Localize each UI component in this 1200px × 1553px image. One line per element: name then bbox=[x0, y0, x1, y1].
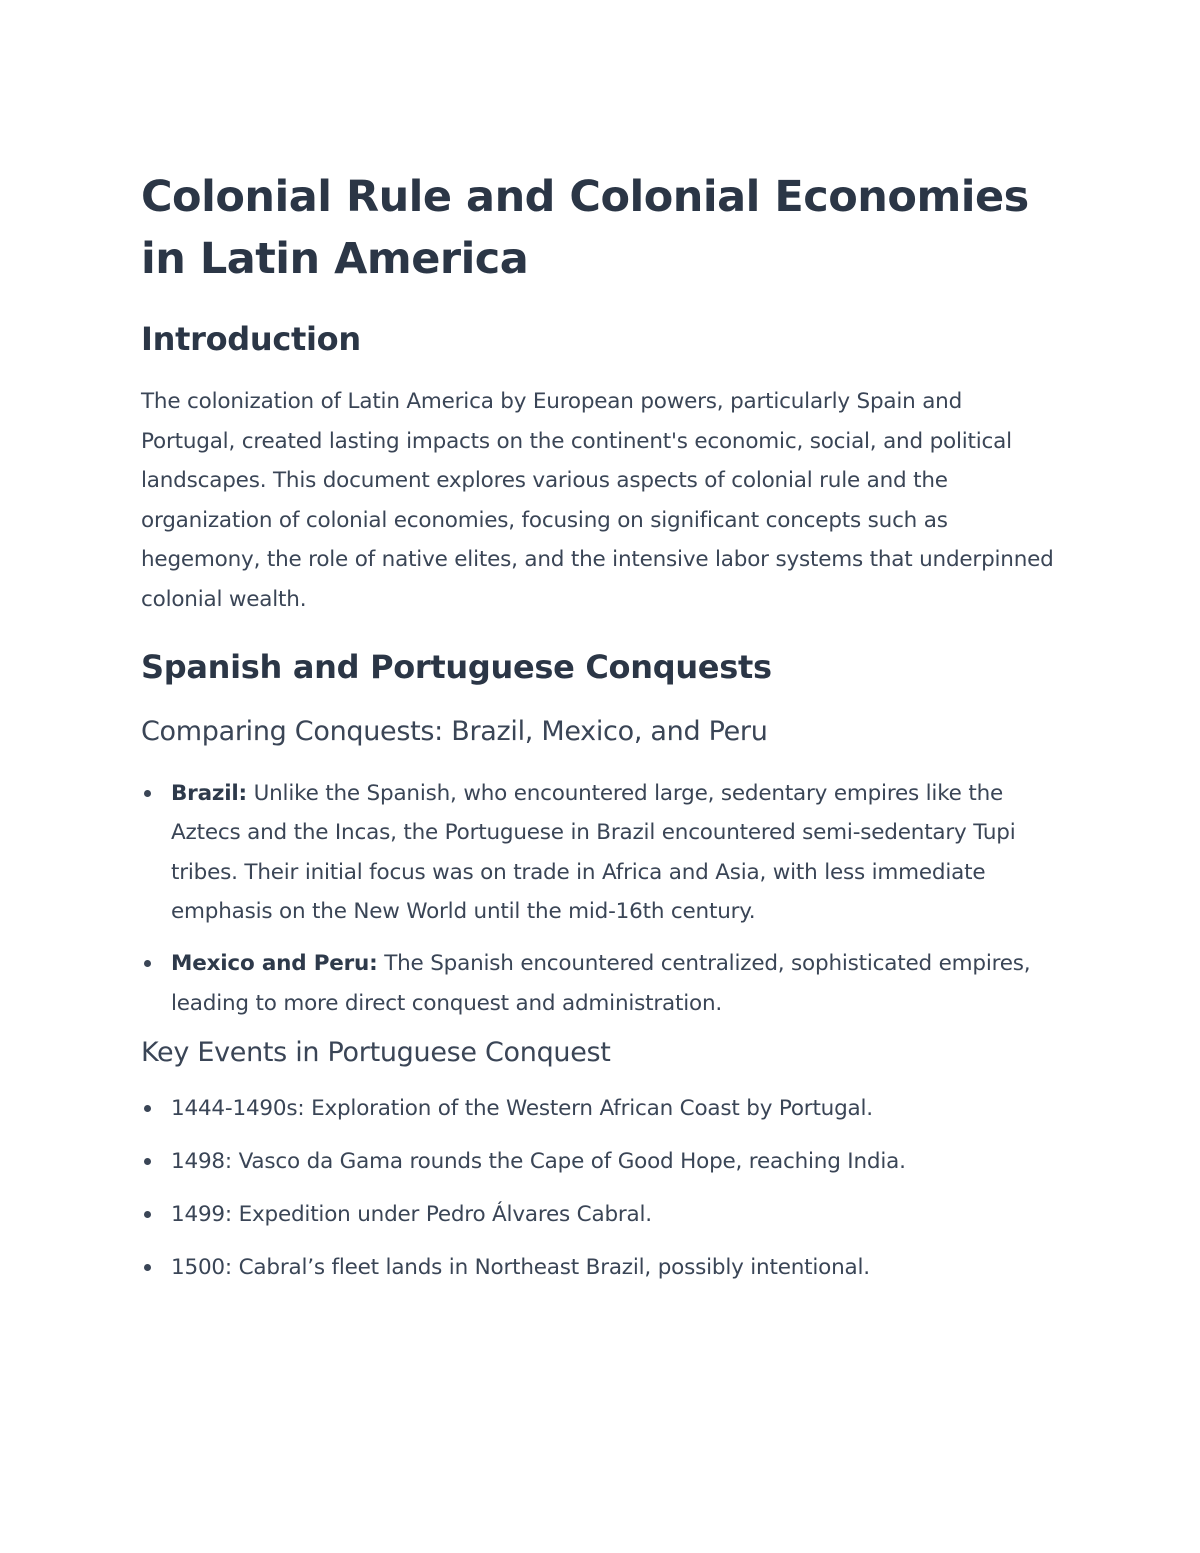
conquests-heading: Spanish and Portuguese Conquests bbox=[141, 647, 772, 686]
list-item-event bbox=[141, 1195, 1061, 1235]
list-item-event bbox=[141, 1089, 1061, 1129]
list-item-term: Brazil: bbox=[171, 780, 247, 806]
list-item-brazil bbox=[141, 774, 1061, 932]
key-events-list bbox=[141, 1089, 1061, 1288]
key-events-heading: Key Events in Portuguese Conquest bbox=[141, 1037, 611, 1069]
comparing-conquests-heading: Comparing Conquests: Brazil, Mexico, and Peru bbox=[141, 715, 768, 747]
introduction-paragraph: The colonization of Latin America by European powers, particularly Spain and Portugal, created lasting impacts on the continent's economic, social, and political landscapes. This document explores various aspects of colonial rule and the organization of colonial economies, focusing on significant concepts such as hegemony, the role of native elites, and the intensive labor systems that underpinned colonial wealth. bbox=[141, 389, 1054, 612]
bullet-icon bbox=[144, 1264, 151, 1271]
bullet-icon bbox=[144, 1158, 151, 1165]
bullet-icon bbox=[144, 790, 151, 797]
list-item-event bbox=[141, 1142, 1061, 1182]
list-item-text: The Spanish encountered centralized, sophisticated empires, leading to more direct conquest and administration. bbox=[171, 950, 1031, 1016]
document-page bbox=[141, 166, 1061, 1302]
bullet-icon bbox=[144, 960, 151, 967]
comparing-conquests-list bbox=[141, 774, 1061, 1024]
bullet-icon bbox=[144, 1211, 151, 1218]
list-item-text: 1498: Vasco da Gama rounds the Cape of Good Hope, reaching India. bbox=[171, 1149, 906, 1175]
introduction-heading: Introduction bbox=[141, 320, 361, 358]
list-item-text: 1500: Cabral’s fleet lands in Northeast Brazil, possibly intentional. bbox=[171, 1255, 870, 1281]
document-title: Colonial Rule and Colonial Economies in Latin America bbox=[141, 172, 1029, 284]
list-item-text: 1444-1490s: Exploration of the Western African Coast by Portugal. bbox=[171, 1096, 873, 1122]
bullet-icon bbox=[144, 1105, 151, 1112]
list-item-term: Mexico and Peru: bbox=[171, 950, 378, 976]
list-item-text: Unlike the Spanish, who encountered large, sedentary empires like the Aztecs and the Incas, the Portuguese in Brazil encountered semi-sedentary Tupi tribes. Their initial focus was on trade in Africa and Asia, with less immediate emphasis on the New World until the mid-16th century. bbox=[171, 780, 1016, 925]
list-item-text: 1499: Expedition under Pedro Álvares Cabral. bbox=[171, 1202, 652, 1228]
list-item-event bbox=[141, 1248, 1061, 1288]
list-item-mexico-peru bbox=[141, 944, 1061, 1023]
